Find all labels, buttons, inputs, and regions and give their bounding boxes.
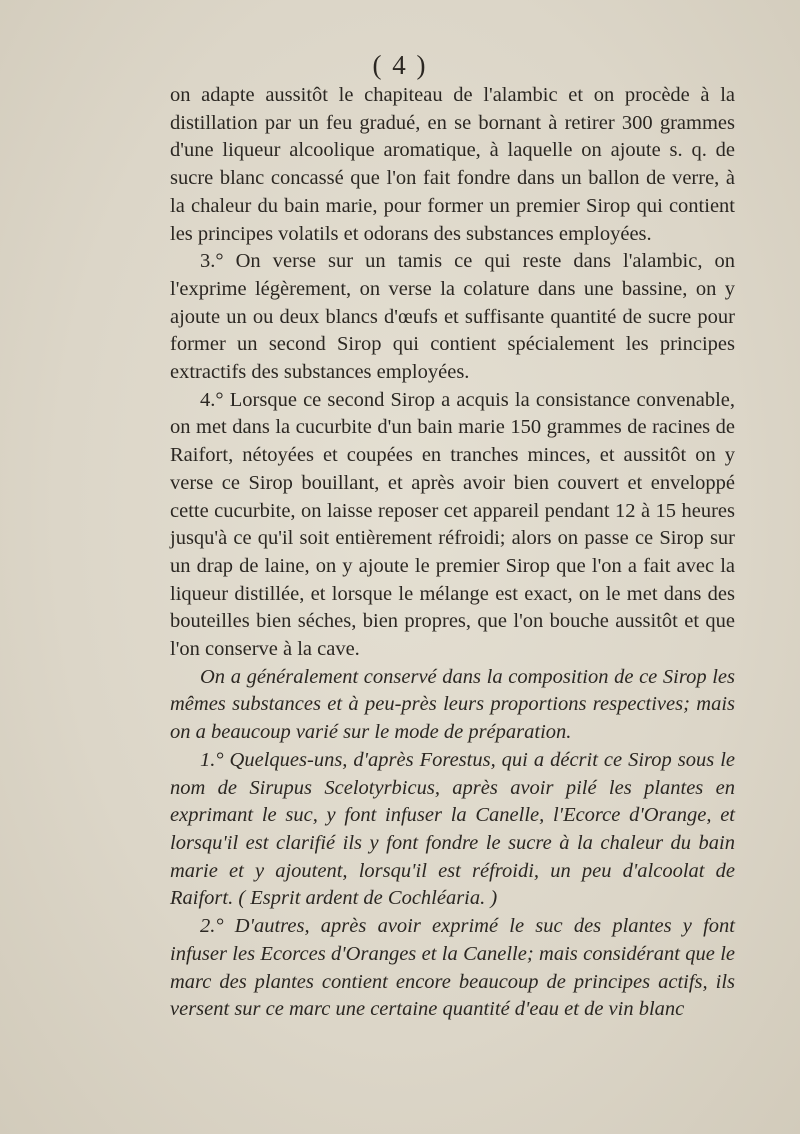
paragraph-2: 3.° On verse sur un tamis ce qui reste dans l'alambic, on l'exprime légèrement, on verse la colature dans une bassine, on y ajoute un ou deux blancs d'œufs et suffisante quantité de sucre pour former un second Sirop qui contient spécialement les principes extractifs des substances employées. <box>170 250 735 384</box>
page-number: ( 4 ) <box>372 50 428 80</box>
paragraph-4: On a généralement conservé dans la composition de ce Sirop les mêmes substances et à peu-près leurs proportions respectives; mais on a beaucoup varié sur le mode de préparation. <box>170 665 735 744</box>
paragraph-1: on adapte aussitôt le chapiteau de l'alambic et on procède à la distillation par un feu gradué, en se bornant à retirer 300 grammes d'une liqueur alcoolique aromatique, à laquelle on ajoute s. q. de sucre blanc concassé que l'on fait fondre dans un ballon de verre, à la chaleur du bain marie, pour former un premier Sirop qui contient les principes volatils et odorans des substances employées. <box>170 84 735 245</box>
paragraph-5: 1.° Quelques-uns, d'après Forestus, qui a décrit ce Sirop sous le nom de Sirupus Scelotyrbicus, après avoir pilé les plantes en exprimant le suc, y font infuser la Canelle, l'Ecorce d'Orange, et lorsqu'il est clarifié ils y font fondre le sucre à la chaleur du bain marie et y ajoutent, lorsqu'il est réfroidi, un peu d'alcoolat de Raifort. ( Esprit ardent de Cochléaria. ) <box>170 748 735 910</box>
paragraph-6: 2.° D'autres, après avoir exprimé le suc des plantes y font infuser les Ecorces d'Oranges et la Canelle; mais considérant que le marc des plantes contient encore beaucoup de principes actifs, ils versent sur ce marc une certaine quantité d'eau et de vin blanc <box>170 915 735 1021</box>
paragraph-3: 4.° Lorsque ce second Sirop a acquis la consistance convenable, on met dans la cucurbite d'un bain marie 150 grammes de racines de Raifort, nétoyées et coupées en tranches minces, et aussitôt on y verse ce Sirop bouillant, et après avoir bien couvert et enveloppé cette cucurbite, on laisse reposer cet appareil pendant 12 à 15 heures jusqu'à ce qu'il soit entièrement réfroidi; alors on passe ce Sirop sur un drap de laine, on y ajoute le premier Sirop que l'on a fait avec la liqueur distillée, et lorsque le mélange est exact, on le met dans des bouteilles bien séches, bien propres, que l'on bouche aussitôt et que l'on conserve à la cave. <box>170 388 735 661</box>
body-text <box>170 82 735 1024</box>
